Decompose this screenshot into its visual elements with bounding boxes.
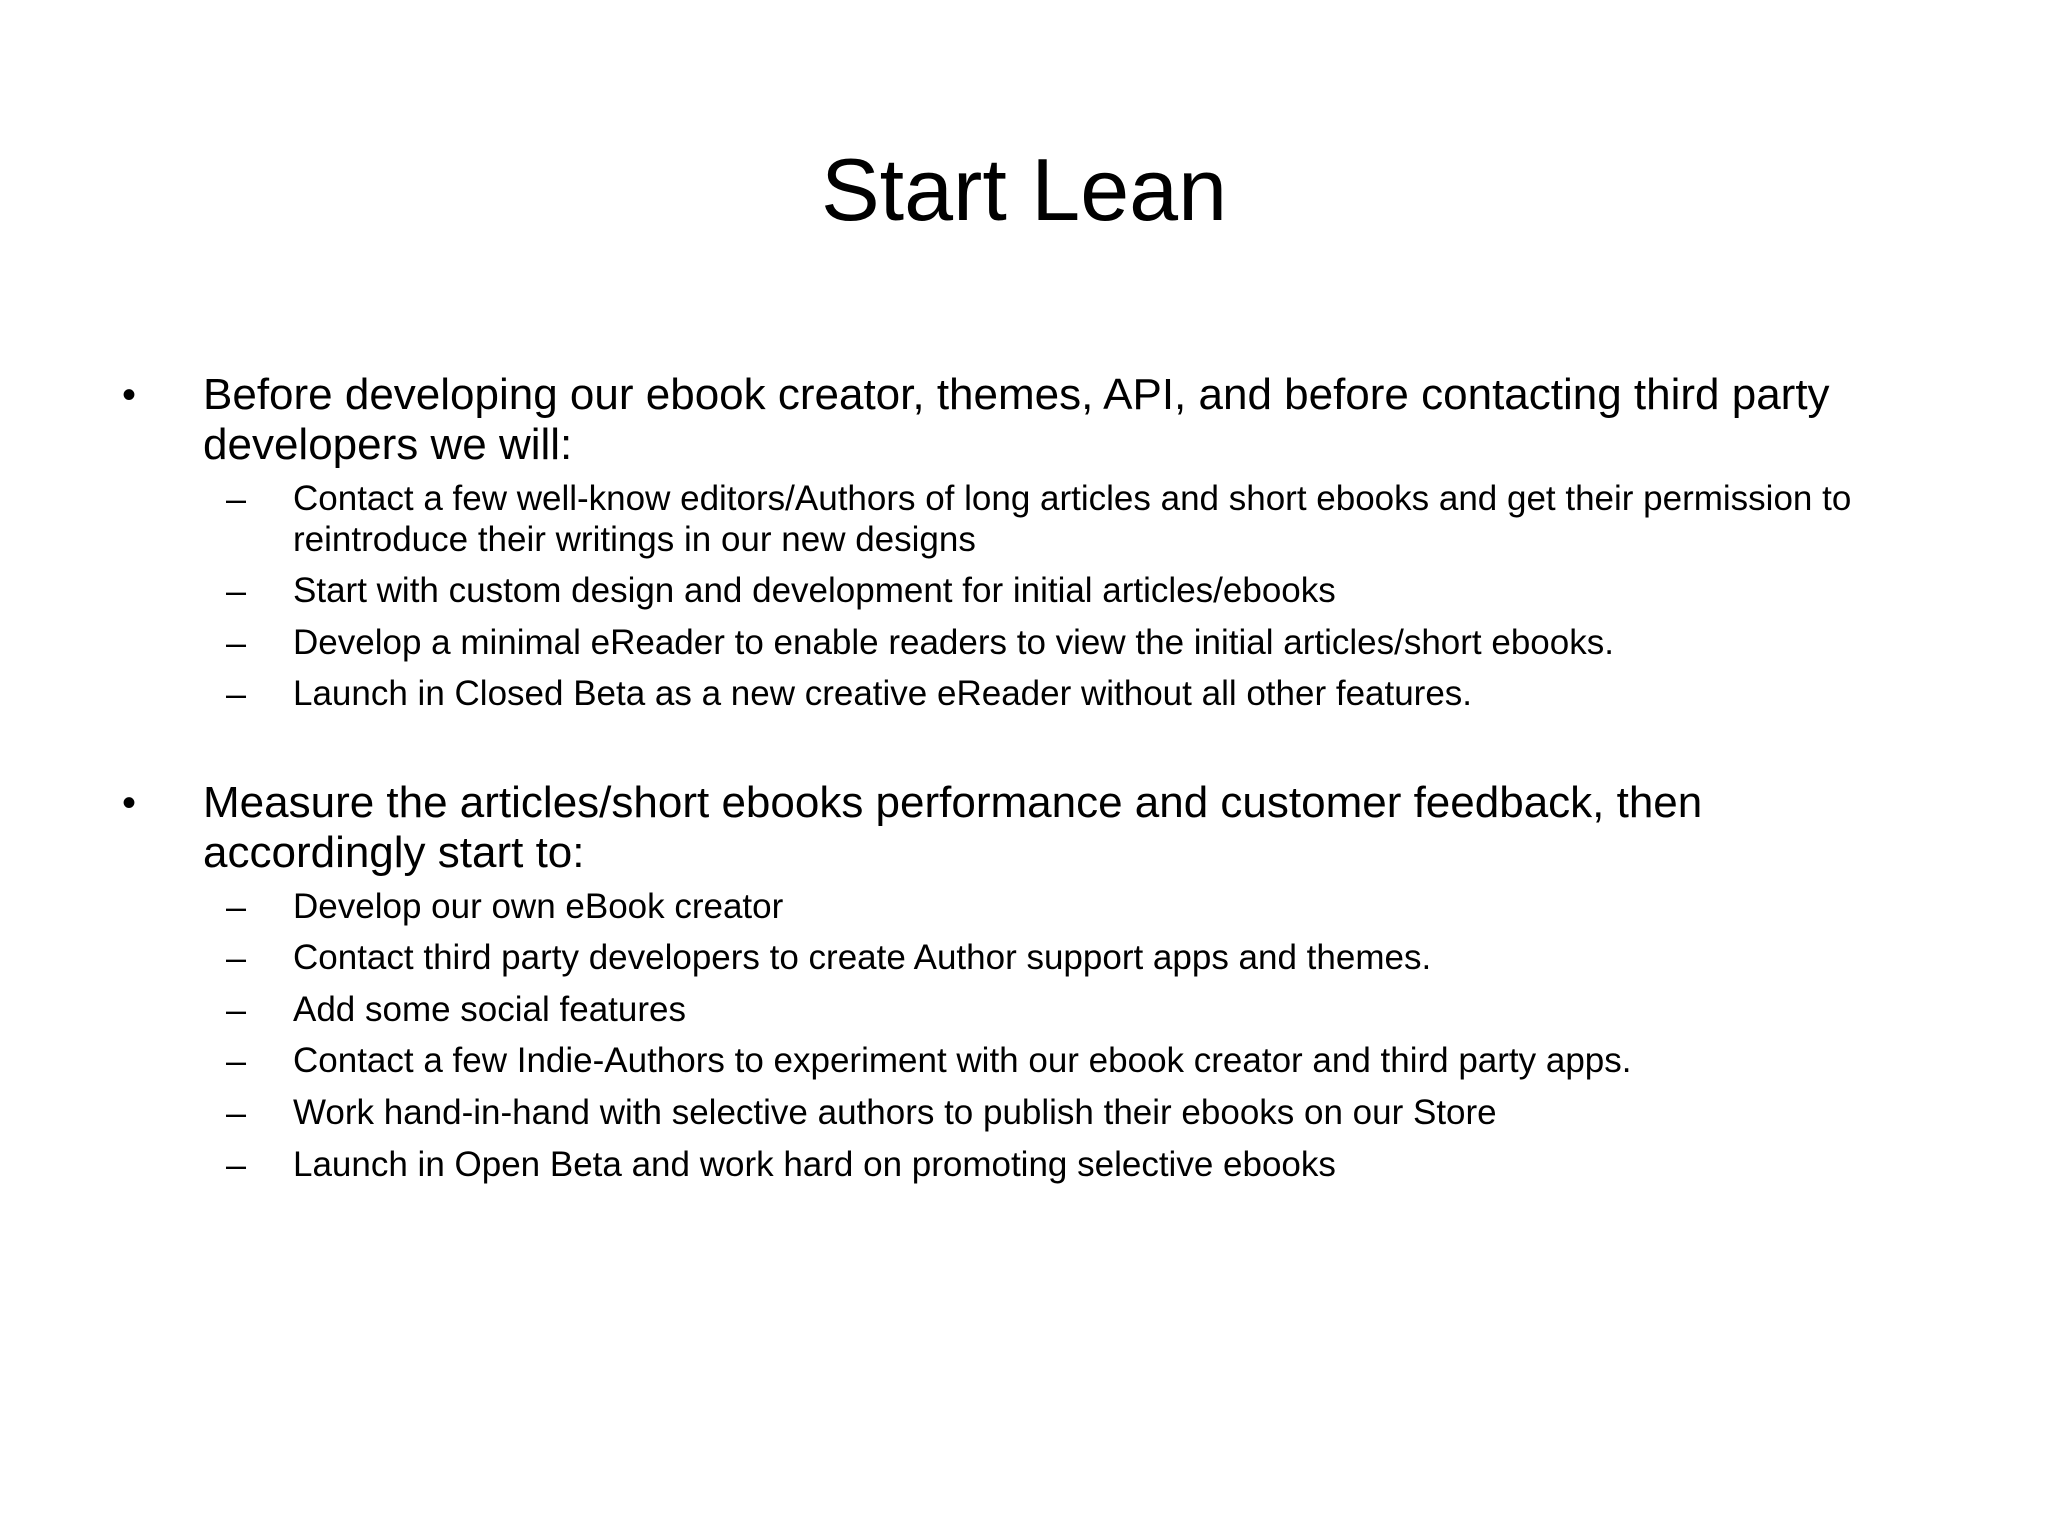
bullet-text: Before developing our ebook creator, themes, API, and before contacting third party developers we will: xyxy=(203,370,1830,469)
sub-bullet-text: Start with custom design and development for initial articles/ebooks xyxy=(293,571,1336,610)
dash-icon: – xyxy=(226,886,247,927)
dash-icon: – xyxy=(226,989,247,1030)
sub-bullet-text: Develop our own eBook creator xyxy=(293,887,784,926)
dash-icon: – xyxy=(226,622,247,663)
sub-bullet-text: Launch in Closed Beta as a new creative eReader without all other features. xyxy=(293,674,1473,713)
bullet-dot-icon: • xyxy=(122,781,137,825)
sub-bullet-text: Contact a few Indie-Authors to experiment with our ebook creator and third party apps. xyxy=(293,1041,1632,1080)
sub-bullet-text: Contact third party developers to create Author support apps and themes. xyxy=(293,938,1432,977)
dash-icon: – xyxy=(226,673,247,714)
bullet-text: Measure the articles/short ebooks performance and customer feedback, then accordingly start to: xyxy=(203,778,1703,877)
dash-icon: – xyxy=(226,1092,247,1133)
dash-icon: – xyxy=(226,1144,247,1185)
dash-icon: – xyxy=(226,1040,247,1081)
sub-bullet-text: Add some social features xyxy=(293,990,686,1029)
slide-title: Start Lean xyxy=(820,140,1228,239)
dash-icon: – xyxy=(226,937,247,978)
sub-bullet-text: Contact a few well-know editors/Authors of long articles and short ebooks and get their permission to reintroduce their writings in our new designs xyxy=(293,479,1852,559)
sub-bullet-text: Develop a minimal eReader to enable readers to view the initial articles/short ebooks. xyxy=(293,623,1614,662)
dash-icon: – xyxy=(226,570,247,611)
sub-bullet-text: Launch in Open Beta and work hard on promoting selective ebooks xyxy=(293,1145,1336,1184)
dash-icon: – xyxy=(226,478,247,519)
bullet-dot-icon: • xyxy=(122,373,137,417)
sub-bullet-text: Work hand-in-hand with selective authors to publish their ebooks on our Store xyxy=(293,1093,1497,1132)
